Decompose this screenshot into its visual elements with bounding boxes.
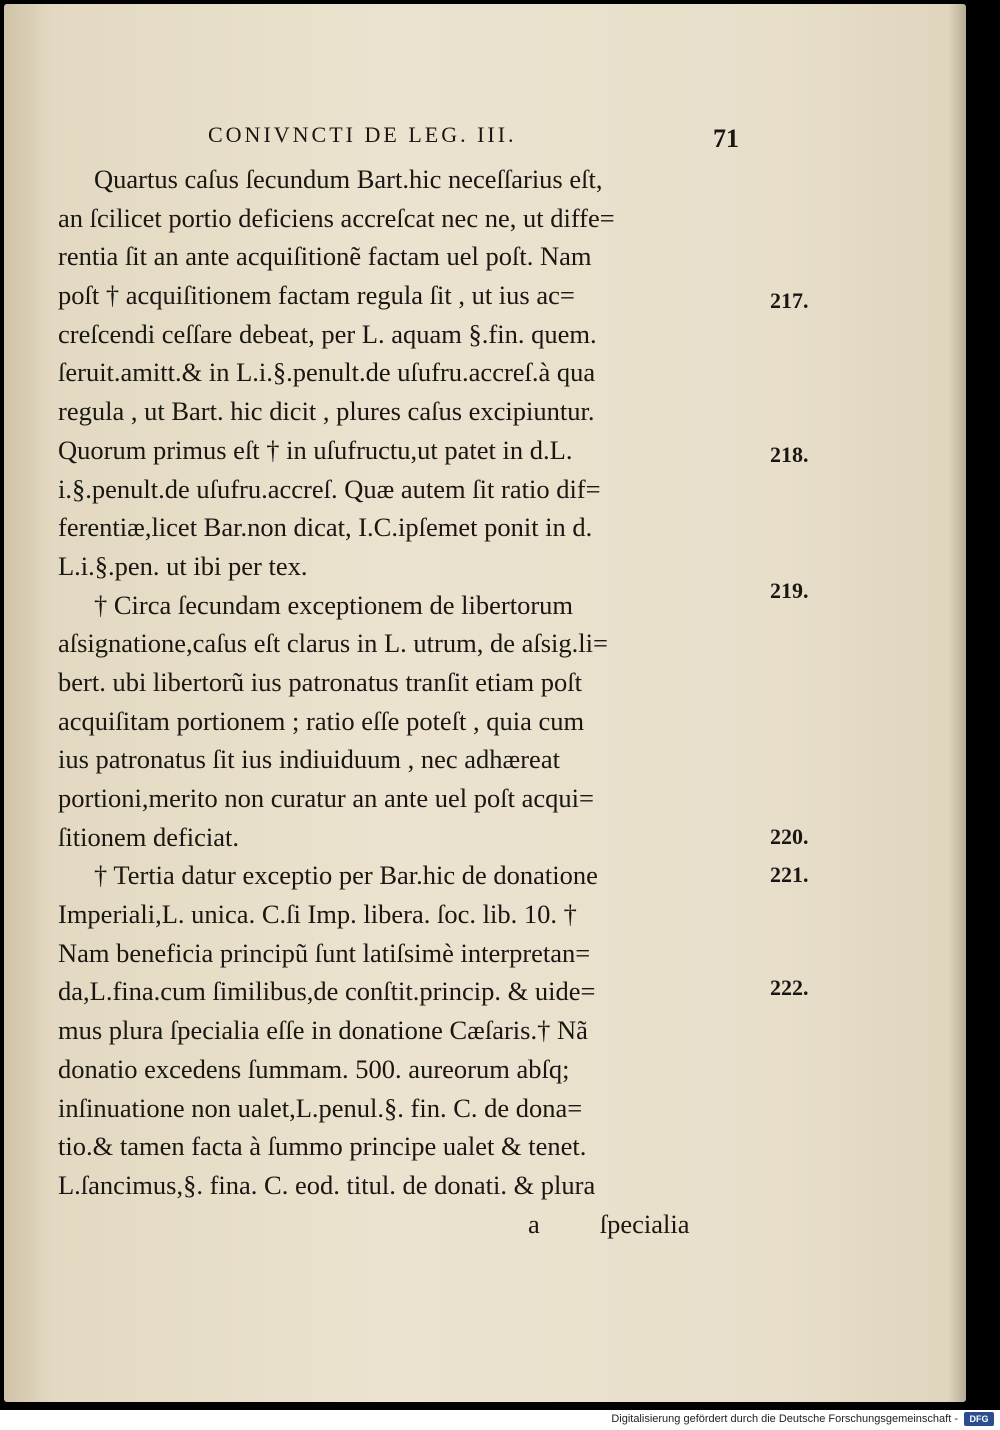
text-line: ſeruit.amitt.& in L.i.§.penult.de uſufru.accreſ.à qua [58,357,596,388]
text-line: da,L.fina.cum ſimilibus,de conſtit.princip. & uide= [58,976,596,1007]
text-line: poſt † acquiſitionem factam regula ſit , ut ius ac= [58,280,575,311]
margin-number: 219. [770,578,809,603]
page-number: 71 [713,124,739,153]
text-block [58,120,738,1243]
text-line: Quartus caſus ſecundum Bart.hic neceſſarius eſt, [94,164,603,194]
text-line: mus plura ſpecialia eſſe in donatione Cæſaris.† Nã [58,1015,588,1046]
catchword-line [58,1205,738,1244]
text-line: † Circa ſecundam exceptionem de libertorum [94,589,574,620]
text-line: bert. ubi libertorũ ius patronatus tranſit etiam poſt [58,666,582,697]
text-line: † Tertia datur exceptio per Bar.hic de donatione [94,860,598,891]
dfg-logo: DFG [964,1412,994,1426]
text-line: L.ſancimus,§. fina. C. eod. titul. de donati. & plura [58,1169,596,1200]
text-line: rentia ſit an ante acquiſitionẽ factam uel poſt. Nam [58,241,592,272]
margin-number: 218. [770,442,809,467]
catchword: a [528,1208,540,1239]
text-line: L.i.§.pen. ut ibi per tex. [58,550,308,581]
text-line: i.§.penult.de uſufru.accreſ. Quæ autem ſit ratio dif= [58,473,601,504]
text-line: Imperiali,L. unica. C.ſi Imp. libera. ſoc. lib. 10. † [58,899,577,930]
funding-notice: Digitalisierung gefördert durch die Deutsche Forschungsgemeinschaft - [611,1413,958,1425]
margin-number: 217. [770,288,809,313]
running-head: CONIVNCTI DE LEG. III. [208,122,517,147]
catchword-next: ſpecialia [599,1208,690,1239]
text-line: ferentiæ,licet Bar.non dicat, I.C.ipſemet ponit in d. [58,512,593,543]
page-header [58,120,738,160]
text-line: ius patronatus ſit ius indiuiduum , nec adhæreat [58,744,560,775]
text-line: aſsignatione,caſus eſt clarus in L. utrum, de aſsig.li= [58,628,608,659]
text-line: tio.& tamen facta à ſummo principe ualet & tenet. [58,1131,587,1162]
margin-number: 221. [770,862,809,887]
text-line: ſitionem deficiat. [58,821,240,852]
text-line: inſinuatione non ualet,L.penul.§. fin. C. de dona= [58,1092,583,1123]
text-line: Nam beneficia principũ ſunt latiſsimè interpretan= [58,937,591,968]
text-line: acquiſitam portionem ; ratio eſſe poteſt , quia cum [58,705,585,736]
margin-number: 220. [770,824,809,849]
margin-number: 222. [770,975,809,1000]
text-line: regula , ut Bart. hic dicit , plures caſus excipiuntur. [58,396,595,427]
text-line: donatio excedens ſummam. 500. aureorum abſq; [58,1053,570,1084]
text-line: portioni,merito non curatur an ante uel poſt acqui= [58,783,594,813]
text-line: creſcendi ceſſare debeat, per L. aquam §.fin. quem. [58,318,597,349]
page-edge-shadow [948,4,966,1402]
text-line: an ſcilicet portio deficiens accreſcat nec ne, ut diffe= [58,202,615,233]
footer-bar [0,1410,1000,1430]
text-line: Quorum primus eſt † in uſufructu,ut patet in d.L. [58,434,573,465]
